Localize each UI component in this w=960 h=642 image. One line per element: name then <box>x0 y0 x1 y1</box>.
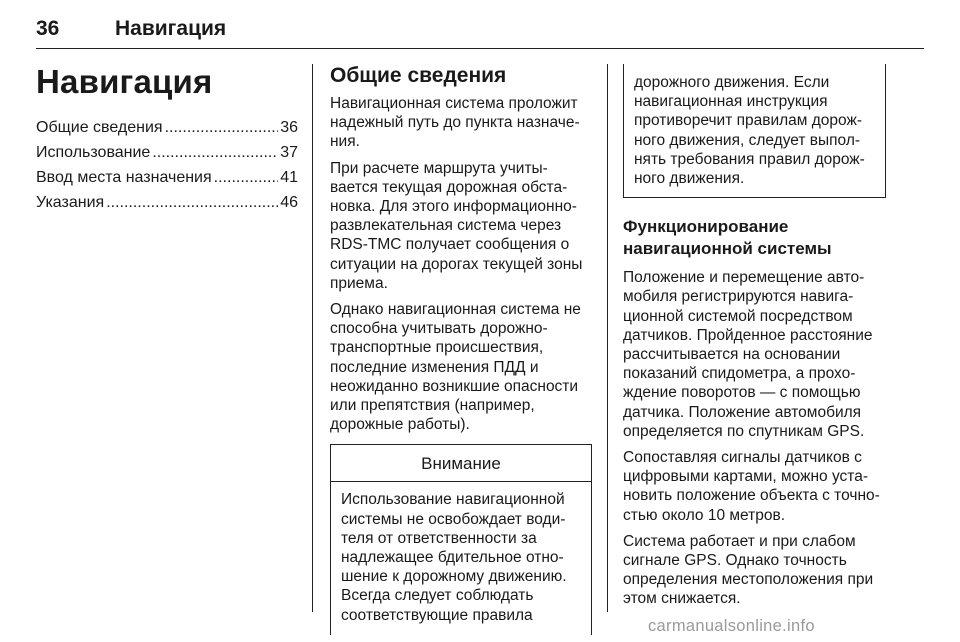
section-heading: Общие сведения <box>330 64 507 87</box>
page-number: 36 <box>36 17 60 40</box>
toc-label: Ввод места назначения <box>36 169 212 186</box>
chapter-title: Навигация <box>36 63 213 100</box>
warning-box-continued: дорожного движения. Если навигационная инструкция противоречит правилам дорож-ного движения, следует выпол-нять требования правил дорож-ного движения. <box>623 64 886 198</box>
paragraph: Система работает и при слабом сигнале GPS. Однако точность определения местоположения при этом снижается. <box>623 532 874 608</box>
toc-page: 37 <box>280 144 298 161</box>
toc-item[interactable] <box>36 141 298 164</box>
right-column <box>623 64 886 616</box>
toc-page: 41 <box>280 169 298 186</box>
toc-leader <box>152 141 278 164</box>
running-title: Навигация <box>115 17 227 40</box>
toc-item[interactable] <box>36 116 298 139</box>
toc-leader <box>106 191 278 214</box>
toc-leader <box>214 166 279 189</box>
paragraph: Сопоставляя сигналы датчиков с цифровыми картами, можно уста-новить положение объекта с точно-стью около 10 метров. <box>623 449 880 524</box>
toc-label: Общие сведения <box>36 119 163 136</box>
warning-text: Использование навигационной системы не освобождает води-теля от ответственности за надлежащее бдительное отно-шение к дорожному движению. Всегда следует соблюдать соответствующие правила <box>341 491 567 624</box>
section-heading: Функционирование навигационной системы <box>623 217 832 259</box>
paragraph: Однако навигационная система не способна учитывать дорожно-транспортные происшествия, последние изменения ПДД и неожиданно возникшие опасности или препятствия (например, дорожные работы). <box>330 301 581 434</box>
header-rule <box>36 48 924 49</box>
left-column <box>36 64 298 216</box>
paragraph: Навигационная система проложит надежный путь до пункта назначе-ния. <box>330 95 580 151</box>
toc-label: Использование <box>36 144 151 161</box>
toc-page: 36 <box>280 119 298 136</box>
watermark: carmanualsonline.info <box>648 617 815 635</box>
middle-column <box>330 64 592 635</box>
toc-item[interactable] <box>36 191 298 214</box>
toc-item[interactable] <box>36 166 298 189</box>
table-of-contents <box>36 116 298 214</box>
paragraph: Положение и перемещение авто-мобиля регистрируются навига-ционной системой посредством датчиков. Пройденное расстояние рассчитывается на основании показаний спидометра, а прохо-ждение поворотов — с помощью датчика. Положение автомобиля определяется по спутникам GPS. <box>623 269 873 440</box>
toc-leader <box>165 116 279 139</box>
warning-title: Внимание <box>331 445 591 482</box>
toc-page: 46 <box>280 194 298 211</box>
column-divider-2 <box>607 64 608 612</box>
toc-label: Указания <box>36 194 105 211</box>
warning-box <box>330 444 592 635</box>
column-divider-1 <box>312 64 313 612</box>
paragraph: При расчете маршрута учиты-вается текущая дорожная обста-новка. Для этого информационно-развлекательная система через RDS-TMC получает сообщения о ситуации на дорогах текущей зоны приема. <box>330 159 583 292</box>
